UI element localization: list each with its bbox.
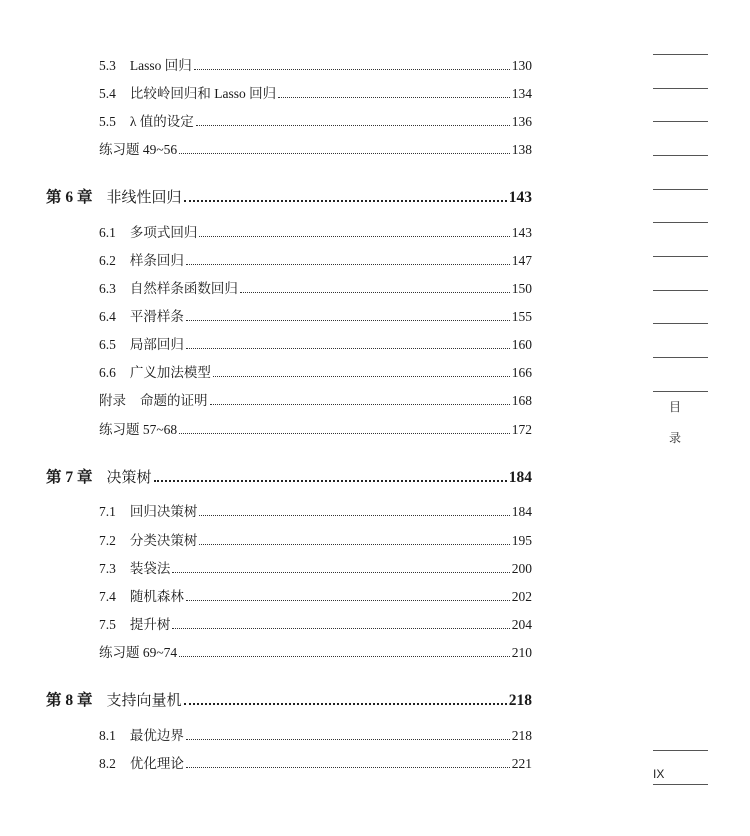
dot-leader xyxy=(172,628,509,629)
entry-page: 202 xyxy=(511,589,532,604)
entry-title: 随机森林 xyxy=(129,589,184,604)
dot-leader xyxy=(186,767,510,768)
toc-entry[interactable] xyxy=(99,249,532,269)
dot-leader xyxy=(179,656,510,657)
toc-entry[interactable] xyxy=(99,389,532,409)
side-tab-label-mu: 目 xyxy=(669,400,682,414)
footer-rule-bottom xyxy=(653,784,708,785)
chapter-page: 218 xyxy=(508,692,532,709)
toc-entry[interactable] xyxy=(99,585,532,605)
entry-page: 195 xyxy=(511,533,532,548)
dot-leader xyxy=(186,600,510,601)
entry-title: 广义加法模型 xyxy=(129,365,211,380)
toc-entry[interactable] xyxy=(99,54,532,74)
chapter-number: 第 6 章 xyxy=(46,189,93,206)
footer-rule-top xyxy=(653,750,708,751)
entry-title: 回归决策树 xyxy=(129,504,198,519)
entry-title: 最优边界 xyxy=(129,728,184,743)
entry-title: 分类决策树 xyxy=(129,533,198,548)
entry-page: 136 xyxy=(511,114,532,129)
entry-title: 提升树 xyxy=(129,617,171,632)
entry-page: 150 xyxy=(511,281,532,296)
dot-leader xyxy=(210,404,510,405)
entry-title: 比较岭回归和 Lasso 回归 xyxy=(129,86,277,101)
toc-entry[interactable] xyxy=(99,138,532,158)
toc-entry[interactable] xyxy=(99,557,532,577)
entry-number: 6.1 xyxy=(99,225,116,240)
dot-leader xyxy=(199,544,509,545)
tab-rule xyxy=(653,222,708,223)
dot-leader xyxy=(154,480,507,482)
toc-entry[interactable] xyxy=(99,110,532,130)
tab-rule xyxy=(653,189,708,190)
entry-number: 7.5 xyxy=(99,617,116,632)
tab-rule xyxy=(653,290,708,291)
entry-number: 6.4 xyxy=(99,309,116,324)
page-number: IX xyxy=(653,767,665,781)
entry-title: 练习题 57~68 xyxy=(99,422,178,437)
entry-title: 样条回归 xyxy=(129,253,184,268)
entry-page: 210 xyxy=(511,645,532,660)
entry-page: 200 xyxy=(511,561,532,576)
entry-number: 附录 xyxy=(99,393,126,408)
side-tab-label-lu: 录 xyxy=(669,431,682,445)
entry-title: λ 值的设定 xyxy=(129,114,194,129)
entry-number: 8.1 xyxy=(99,728,116,743)
entry-page: 130 xyxy=(511,58,532,73)
entry-number: 7.4 xyxy=(99,589,116,604)
tab-rule xyxy=(653,357,708,358)
entry-title: 多项式回归 xyxy=(129,225,198,240)
tab-rule xyxy=(653,54,708,55)
dot-leader xyxy=(186,264,510,265)
tab-rule xyxy=(653,391,708,392)
toc-entry[interactable] xyxy=(99,724,532,744)
entry-page: 147 xyxy=(511,253,532,268)
entry-number: 5.3 xyxy=(99,58,116,73)
dot-leader xyxy=(179,153,510,154)
chapter-number: 第 7 章 xyxy=(46,469,93,486)
entry-page: 204 xyxy=(511,617,532,632)
toc-entry[interactable] xyxy=(99,641,532,661)
toc-entry[interactable] xyxy=(99,333,532,353)
entry-title: 自然样条函数回归 xyxy=(129,281,238,296)
entry-title: 命题的证明 xyxy=(140,393,208,408)
entry-number: 6.5 xyxy=(99,337,116,352)
dot-leader xyxy=(186,739,510,740)
toc-chapter[interactable] xyxy=(46,185,532,207)
entry-number: 8.2 xyxy=(99,756,116,771)
entry-title: 练习题 49~56 xyxy=(99,142,178,157)
dot-leader xyxy=(194,69,510,70)
entry-page: 138 xyxy=(511,142,532,157)
tab-rule xyxy=(653,88,708,89)
chapter-page: 143 xyxy=(508,189,532,206)
toc-chapter[interactable] xyxy=(46,465,532,487)
entry-number: 6.3 xyxy=(99,281,116,296)
chapter-number: 第 8 章 xyxy=(46,692,93,709)
entry-title: 练习题 69~74 xyxy=(99,645,178,660)
dot-leader xyxy=(213,376,510,377)
toc-entry[interactable] xyxy=(99,277,532,297)
entry-page: 184 xyxy=(511,504,532,519)
dot-leader xyxy=(184,200,507,202)
chapter-title: 支持向量机 xyxy=(106,691,182,709)
dot-leader xyxy=(199,236,509,237)
entry-page: 143 xyxy=(511,225,532,240)
toc-chapter[interactable] xyxy=(46,688,532,710)
entry-title: 平滑样条 xyxy=(129,309,184,324)
dot-leader xyxy=(196,125,510,126)
chapter-title: 非线性回归 xyxy=(106,188,182,206)
dot-leader xyxy=(184,703,507,705)
dot-leader xyxy=(186,348,510,349)
toc-entry[interactable] xyxy=(99,82,532,102)
toc-entry[interactable] xyxy=(99,500,532,520)
entry-number: 7.3 xyxy=(99,561,116,576)
entry-number: 5.5 xyxy=(99,114,116,129)
entry-number: 5.4 xyxy=(99,86,116,101)
entry-page: 166 xyxy=(511,365,532,380)
toc-entry[interactable] xyxy=(99,613,532,633)
dot-leader xyxy=(172,572,509,573)
toc-entry[interactable] xyxy=(99,305,532,325)
entry-page: 155 xyxy=(511,309,532,324)
chapter-page: 184 xyxy=(508,469,532,486)
entry-number: 7.2 xyxy=(99,533,116,548)
entry-number: 6.6 xyxy=(99,365,116,380)
entry-page: 134 xyxy=(511,86,532,101)
dot-leader xyxy=(240,292,510,293)
chapter-title: 决策树 xyxy=(106,468,152,486)
toc-entry[interactable] xyxy=(99,221,532,241)
tab-rule xyxy=(653,256,708,257)
dot-leader xyxy=(179,433,510,434)
toc-entry[interactable] xyxy=(99,752,532,772)
entry-page: 218 xyxy=(511,728,532,743)
dot-leader xyxy=(278,97,510,98)
entry-page: 160 xyxy=(511,337,532,352)
entry-number: 6.2 xyxy=(99,253,116,268)
entry-title: 装袋法 xyxy=(129,561,171,576)
tab-rule xyxy=(653,121,708,122)
entry-title: 优化理论 xyxy=(129,756,184,771)
toc-entry[interactable] xyxy=(99,418,532,438)
entry-page: 168 xyxy=(511,393,532,408)
tab-rule xyxy=(653,323,708,324)
entry-title: Lasso 回归 xyxy=(129,58,192,73)
dot-leader xyxy=(186,320,510,321)
entry-page: 172 xyxy=(511,422,532,437)
dot-leader xyxy=(199,515,509,516)
entry-number: 7.1 xyxy=(99,504,116,519)
toc-entry[interactable] xyxy=(99,361,532,381)
tab-rule xyxy=(653,155,708,156)
entry-page: 221 xyxy=(511,756,532,771)
toc-entry[interactable] xyxy=(99,529,532,549)
entry-title: 局部回归 xyxy=(129,337,184,352)
